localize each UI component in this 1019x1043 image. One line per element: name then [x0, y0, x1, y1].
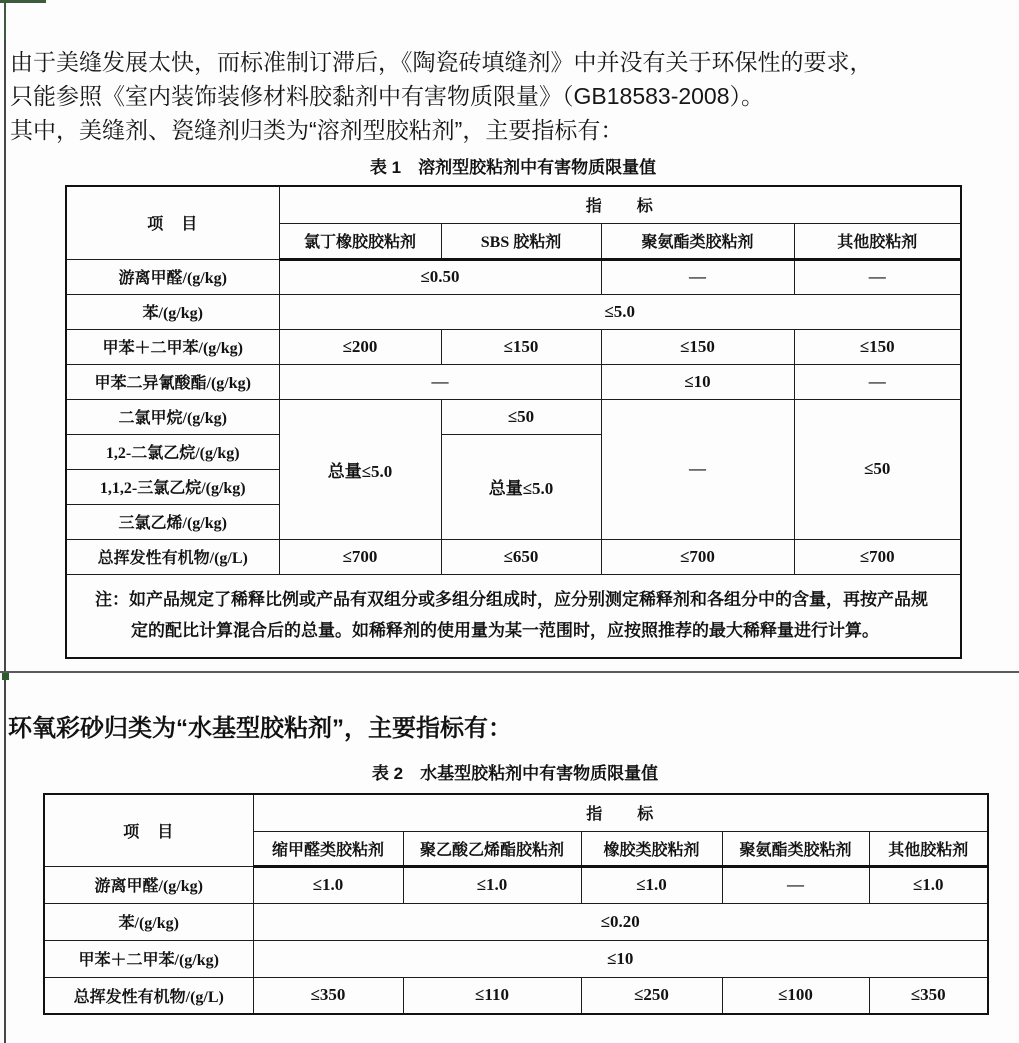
table-cell: 总量≤5.0 — [441, 434, 601, 539]
table-row — [66, 294, 961, 329]
table-cell: ≤100 — [722, 977, 869, 1014]
intro-paragraph — [10, 45, 1012, 147]
table-header-row — [66, 186, 961, 223]
table-cell: ≤700 — [279, 539, 441, 574]
table-row — [66, 539, 961, 574]
table-cell: ≤10 — [253, 940, 988, 977]
table-cell: — — [601, 399, 794, 539]
table-row — [66, 329, 961, 364]
header-indicator-cell: 指 标 — [279, 186, 961, 223]
table-cell: — — [794, 259, 961, 294]
section2-heading: 环氧彩砂归类为“水基型胶粘剂”，主要指标有： — [8, 715, 512, 742]
top-left-corner-mark — [0, 0, 46, 3]
table-cell: ≤1.0 — [869, 866, 988, 903]
table-cell: ≤350 — [869, 977, 988, 1014]
table-cell: ≤150 — [794, 329, 961, 364]
header-indicator-cell: 指 标 — [253, 794, 988, 831]
table-row — [44, 903, 988, 940]
note-line: 定的配比计算混合后的总量。如稀释剂的使用量为某一范围时，应按照推荐的最大稀释量进行计算。 — [131, 620, 879, 640]
table-cell: — — [279, 364, 601, 399]
table-header-row — [44, 794, 988, 831]
subheader-cell: SBS 胶粘剂 — [441, 223, 601, 259]
table-cell: 总量≤5.0 — [279, 399, 441, 539]
row-label: 甲苯二异氰酸酯/(g/kg) — [66, 364, 279, 399]
row-label: 三氯乙烯/(g/kg) — [66, 504, 279, 539]
table-cell: ≤110 — [403, 977, 581, 1014]
table-cell: ≤250 — [581, 977, 722, 1014]
paragraph-line: 只能参照《室内装饰装修材料胶黏剂中有害物质限量》（GB18583-2008）。 — [10, 83, 765, 109]
section-divider-line — [0, 671, 1019, 673]
table-cell: ≤5.0 — [279, 294, 961, 329]
row-label: 甲苯＋二甲苯/(g/kg) — [66, 329, 279, 364]
table-note — [66, 574, 961, 658]
paragraph-line: 由于美缝发展太快，而标准制订滞后，《陶瓷砖填缝剂》中并没有关于环保性的要求， — [10, 49, 873, 75]
row-label: 1,2-二氯乙烷/(g/kg) — [66, 434, 279, 469]
paragraph-line: 其中，美缝剂、瓷缝剂归类为“溶剂型胶粘剂”，主要指标有： — [10, 117, 624, 143]
table-cell: ≤0.20 — [253, 903, 988, 940]
row-label: 游离甲醛/(g/kg) — [44, 866, 253, 903]
table-cell: ≤150 — [601, 329, 794, 364]
table-cell: ≤50 — [441, 399, 601, 434]
table-cell: ≤1.0 — [253, 866, 403, 903]
table-row — [66, 364, 961, 399]
row-label: 甲苯＋二甲苯/(g/kg) — [44, 940, 253, 977]
note-line: 注：如产品规定了稀释比例或产品有双组分或多组分组成时，应分别测定稀释剂和各组分中的含量，再按产品规 — [95, 589, 928, 609]
header-item-cell: 项 目 — [66, 186, 279, 259]
subheader-cell: 聚氨酯类胶粘剂 — [601, 223, 794, 259]
table2-waterbased-adhesive-limits — [43, 793, 989, 1015]
table-cell: ≤650 — [441, 539, 601, 574]
table-row — [66, 259, 961, 294]
row-label: 总挥发性有机物/(g/L) — [44, 977, 253, 1014]
table-cell: — — [722, 866, 869, 903]
row-label: 苯/(g/kg) — [66, 294, 279, 329]
table-cell: ≤700 — [601, 539, 794, 574]
table-cell: ≤700 — [794, 539, 961, 574]
header-item-cell: 项 目 — [44, 794, 253, 866]
table-cell: ≤1.0 — [581, 866, 722, 903]
table-cell: ≤50 — [794, 399, 961, 539]
table-note-row — [66, 574, 961, 658]
subheader-cell: 其他胶粘剂 — [794, 223, 961, 259]
table-cell: — — [794, 364, 961, 399]
subheader-cell: 橡胶类胶粘剂 — [581, 831, 722, 866]
table-cell: ≤1.0 — [403, 866, 581, 903]
row-label: 二氯甲烷/(g/kg) — [66, 399, 279, 434]
left-frame-line — [4, 0, 6, 1043]
table-cell: ≤10 — [601, 364, 794, 399]
subheader-cell: 氯丁橡胶胶粘剂 — [279, 223, 441, 259]
table1-title: 表 1 溶剂型胶粘剂中有害物质限量值 — [369, 158, 657, 177]
table-row — [66, 399, 961, 434]
mid-left-corner-mark — [2, 673, 9, 680]
subheader-cell: 聚乙酸乙烯酯胶粘剂 — [403, 831, 581, 866]
row-label: 总挥发性有机物/(g/L) — [66, 539, 279, 574]
subheader-cell: 其他胶粘剂 — [869, 831, 988, 866]
table1-solvent-adhesive-limits — [65, 185, 962, 659]
top-left-corner-mark-vertical — [4, 0, 6, 40]
table-cell: ≤150 — [441, 329, 601, 364]
table-cell: ≤350 — [253, 977, 403, 1014]
table-row — [44, 866, 988, 903]
subheader-cell: 缩甲醛类胶粘剂 — [253, 831, 403, 866]
table-cell: — — [601, 259, 794, 294]
table-row — [44, 940, 988, 977]
table-cell: ≤0.50 — [279, 259, 601, 294]
table-row — [44, 977, 988, 1014]
row-label: 1,1,2-三氯乙烷/(g/kg) — [66, 469, 279, 504]
table2-title: 表 2 水基型胶粘剂中有害物质限量值 — [371, 764, 659, 783]
table-cell: ≤200 — [279, 329, 441, 364]
row-label: 游离甲醛/(g/kg) — [66, 259, 279, 294]
row-label: 苯/(g/kg) — [44, 903, 253, 940]
subheader-cell: 聚氨酯类胶粘剂 — [722, 831, 869, 866]
